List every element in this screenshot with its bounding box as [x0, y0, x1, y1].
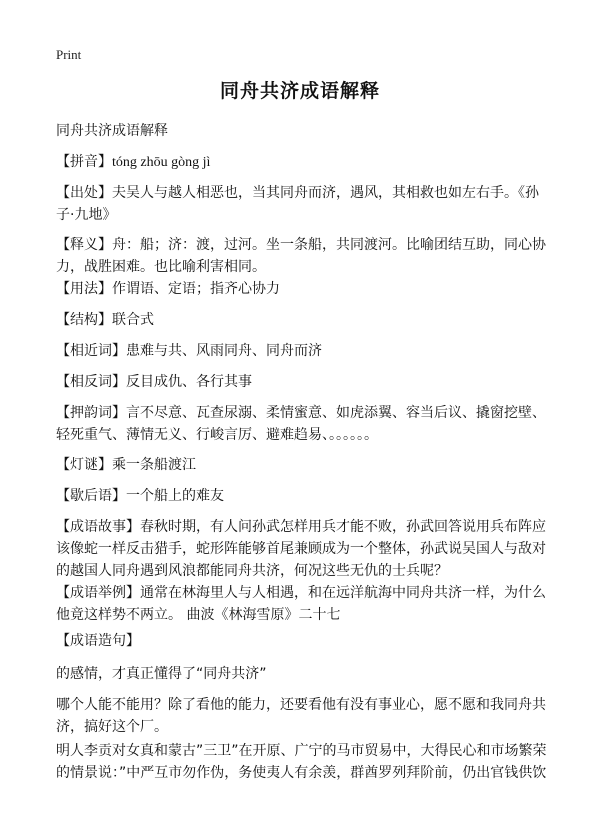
synonyms-entry	[56, 340, 552, 362]
xiehouyu-entry	[56, 485, 552, 507]
structure-label: 【结构】	[56, 312, 112, 328]
origin-entry	[56, 182, 552, 226]
structure-entry	[56, 309, 552, 331]
example-entry	[56, 582, 552, 626]
structure-value: 联合式	[112, 312, 154, 328]
pinyin-label: 【拼音】	[56, 154, 112, 170]
pinyin-entry	[56, 151, 552, 174]
example-label: 【成语举例】	[56, 585, 140, 601]
sentence-example-3: 明人李贡对女真和蒙古”三卫”在开原、广宁的马市贸易中，大得民心和市场繁荣的情景说：”中严互市勿作伪，务使夷人有余羡，群酋罗列拜阶前，仍出官钱供饮	[56, 743, 547, 781]
example-value: 通常在林海里人与人相遇，和在远洋航海中同舟共济一样，为什么他竟这样势不两立。 曲波《林海雪原》二十七	[56, 585, 546, 623]
story-label: 【成语故事】	[56, 519, 140, 535]
print-link[interactable]: Print	[56, 47, 82, 62]
rhymes-value: 言不尽意、瓦查尿溺、柔情蜜意、如虎添翼、容当后议、撬窗挖壁、轻死重气、薄情无义、行峻言厉、避难趋易、。。。。。。	[56, 405, 546, 443]
sentence-example-2: 哪个人能不能用？除了看他的能力，还要看他有没有事业心，愿不愿和我同舟共济，搞好这个厂。	[56, 697, 546, 735]
usage-label: 【用法】	[56, 281, 112, 297]
sentence-example-1: 的感情，才真正懂得了“同舟共济”	[56, 666, 267, 682]
riddle-label: 【灯谜】	[56, 457, 112, 473]
sentence-heading: 【成语造句】	[56, 633, 140, 649]
subtitle: 同舟共济成语解释	[56, 123, 168, 139]
xiehouyu-value: 一个船上的难友	[126, 488, 224, 504]
story-entry	[56, 516, 552, 582]
usage-value: 作谓语、定语；指齐心协力	[112, 281, 280, 297]
usage-entry	[56, 278, 552, 300]
synonyms-value: 患难与共、风雨同舟、同舟而济	[126, 343, 322, 359]
origin-value: 夫吴人与越人相恶也，当其同舟而济，遇风，其相救也如左右手。《孙子·九地》	[56, 185, 539, 223]
riddle-value: 乘一条船渡江	[112, 457, 196, 473]
antonyms-value: 反目成仇、各行其事	[126, 374, 252, 390]
antonyms-entry	[56, 371, 552, 393]
meaning-entry	[56, 234, 552, 278]
story-value: 春秋时期，有人问孙武怎样用兵才能不败，孙武回答说用兵布阵应该像蛇一样反击猎手，蛇形阵能够首尾兼顾成为一个整体，孙武说吴国人与敌对的越国人同舟遇到风浪都能同舟共济，何况这些无仇的士兵呢？	[56, 519, 546, 579]
xiehouyu-label: 【歇后语】	[56, 488, 126, 504]
rhymes-label: 【押韵词】	[56, 405, 126, 421]
rhymes-entry	[56, 402, 552, 446]
riddle-entry	[56, 454, 552, 476]
meaning-label: 【释义】	[56, 237, 112, 253]
meaning-value: 舟：船；济：渡，过河。坐一条船，共同渡河。比喻团结互助，同心协力，战胜困难。也比喻利害相同。	[56, 237, 546, 275]
antonyms-label: 【相反词】	[56, 374, 126, 390]
synonyms-label: 【相近词】	[56, 343, 126, 359]
page-title: 同舟共济成语解释	[219, 80, 380, 102]
pinyin-value: tóng zhōu gòng jì	[112, 155, 211, 170]
origin-label: 【出处】	[56, 185, 112, 201]
